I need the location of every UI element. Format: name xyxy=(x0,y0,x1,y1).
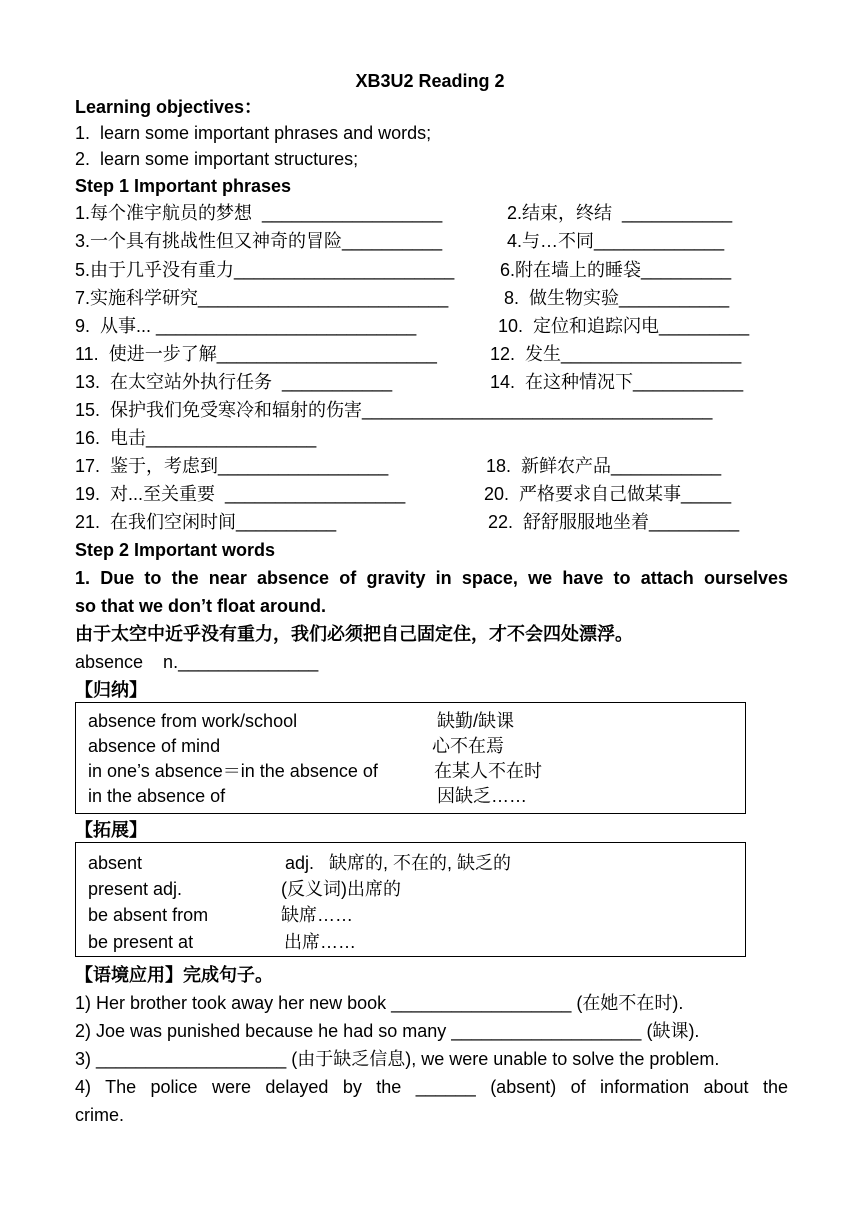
summary-phrase: absence from work/school xyxy=(88,711,298,731)
summary-meaning: 缺勤/缺课 xyxy=(437,711,515,731)
example-sentence-cont: so that we don’t float around. xyxy=(75,596,326,616)
phrase-item: 15. 保护我们免受寒冷和辐射的伤害___________________________________ xyxy=(75,400,713,420)
phrase-item: 8. 做生物实验___________ xyxy=(504,288,730,308)
objective-item: 2. learn some important structures; xyxy=(75,149,359,169)
extension-word: absent xyxy=(88,853,143,873)
phrase-item: 18. 新鲜农产品___________ xyxy=(486,456,722,476)
phrase-item: 22. 舒舒服服地坐着_________ xyxy=(488,512,740,532)
practice-item: 1) Her brother took away her new book __________________ (在她不在时). xyxy=(75,993,684,1013)
step2-heading: Step 2 Important words xyxy=(75,540,276,560)
summary-meaning: 在某人不在时 xyxy=(434,761,542,781)
extension-meaning: adj. 缺席的, 不在的, 缺乏的 xyxy=(285,853,512,873)
phrase-item: 9. 从事... __________________________ xyxy=(75,316,417,336)
phrase-item: 5.由于几乎没有重力______________________ xyxy=(75,260,455,280)
summary-meaning: 心不在焉 xyxy=(432,736,504,756)
step1-heading: Step 1 Important phrases xyxy=(75,176,292,196)
extension-meaning: (反义词)出席的 xyxy=(281,879,401,899)
sentence-translation: 由于太空中近乎没有重力，我们必须把自己固定住，才不会四处漂浮。 xyxy=(75,624,633,644)
phrase-item: 12. 发生__________________ xyxy=(490,344,742,364)
phrase-item: 6.附在墙上的睡袋_________ xyxy=(500,260,732,280)
extension-word: present adj. xyxy=(88,879,183,899)
phrase-item: 19. 对...至关重要 __________________ xyxy=(75,484,406,504)
practice-item-cont: crime. xyxy=(75,1105,124,1125)
phrase-item: 21. 在我们空闲时间__________ xyxy=(75,512,337,532)
example-sentence: 1. Due to the near absence of gravity in space, we have to attach ourselves xyxy=(75,568,788,588)
extension-label: 【拓展】 xyxy=(75,820,147,840)
summary-phrase: absence of mind xyxy=(88,736,221,756)
practice-item: 2) Joe was punished because he had so many ___________________ (缺课). xyxy=(75,1021,700,1041)
summary-box xyxy=(75,702,746,814)
practice-label: 【语境应用】完成句子。 xyxy=(75,965,273,985)
phrase-item: 7.实施科学研究_________________________ xyxy=(75,288,449,308)
absence-definition: absence n.______________ xyxy=(75,652,319,672)
extension-box xyxy=(75,842,746,957)
summary-phrase: in the absence of xyxy=(88,786,226,806)
objective-item: 1. learn some important phrases and words; xyxy=(75,123,432,143)
phrase-item: 13. 在太空站外执行任务 ___________ xyxy=(75,372,393,392)
extension-meaning: 出席…… xyxy=(284,932,356,952)
phrase-item: 2.结束，终结 ___________ xyxy=(507,203,733,223)
practice-item: 4) The police were delayed by the ______ (absent) of information about the xyxy=(75,1077,788,1097)
phrase-item: 14. 在这种情况下___________ xyxy=(490,372,744,392)
extension-word: be absent from xyxy=(88,905,209,925)
objectives-heading: Learning objectives： xyxy=(75,97,263,117)
page-title: XB3U2 Reading 2 xyxy=(355,71,505,91)
summary-label: 【归纳】 xyxy=(75,680,147,700)
phrase-item: 17. 鉴于，考虑到_________________ xyxy=(75,456,389,476)
phrase-item: 10. 定位和追踪闪电_________ xyxy=(498,316,750,336)
phrase-item: 20. 严格要求自己做某事_____ xyxy=(484,484,732,504)
phrase-item: 16. 电击_________________ xyxy=(75,428,317,448)
practice-item: 3) ___________________ (由于缺乏信息), we were unable to solve the problem. xyxy=(75,1049,720,1069)
extension-word: be present at xyxy=(88,932,194,952)
phrase-item: 4.与…不同_____________ xyxy=(507,231,725,251)
phrase-item: 1.每个准宇航员的梦想 __________________ xyxy=(75,203,443,223)
phrase-item: 3.一个具有挑战性但又神奇的冒险__________ xyxy=(75,231,443,251)
summary-phrase: in one’s absence＝in the absence of xyxy=(88,761,378,781)
phrase-item: 11. 使进一步了解______________________ xyxy=(75,344,437,364)
summary-meaning: 因缺乏…… xyxy=(437,786,527,806)
extension-meaning: 缺席…… xyxy=(281,905,353,925)
